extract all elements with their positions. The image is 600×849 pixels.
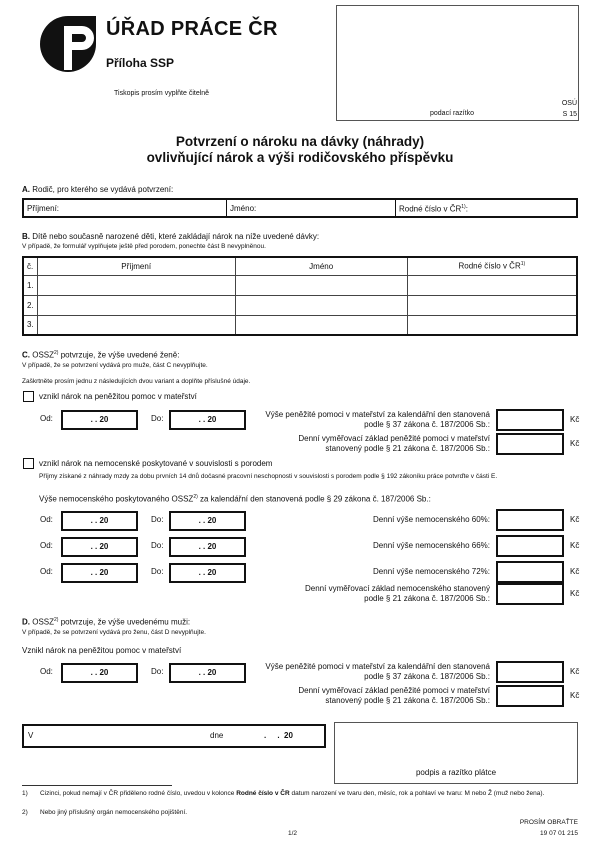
footnote-1: Cizinci, pokud nemají v ČR přiděleno rodné číslo, uvedou v kolonce Rodné číslo v ČR datum narození ve tvaru den, měsíc, rok a pohlaví ve tvaru: M nebo Ž (muž nebo žena). — [40, 790, 545, 797]
sickness-rate-60-field[interactable] — [496, 509, 564, 531]
to-label: Do: — [151, 667, 164, 676]
sickness-base-field[interactable] — [496, 583, 564, 605]
title-line-2: ovlivňující nárok a výši rodičovského příspěvku — [146, 150, 454, 165]
section-c-note: V případě, že se potvrzení vydává pro muže, část C nevyplňujte. — [22, 362, 208, 369]
to-label: Do: — [151, 567, 164, 576]
currency-label: Kč — [570, 515, 580, 524]
child-firstname-cell[interactable] — [235, 295, 407, 315]
maternity-option-label: vznikl nárok na peněžitou pomoc v mateřství — [39, 392, 197, 401]
from-label: Od: — [40, 541, 53, 550]
section-d-claim: Vznikl nárok na peněžitou pomoc v mateřství — [22, 646, 182, 655]
section-a-heading: A. Rodič, pro kterého se vydává potvrzení: — [22, 185, 174, 194]
sickness-checkbox[interactable] — [23, 458, 34, 469]
child-firstname-cell[interactable] — [235, 275, 407, 295]
footnote-1-mark: 1) — [22, 790, 28, 797]
maternity-base-label: Denní vyměřovací základ peněžité pomoci v mateřství stanovený podle § 21 zákona č. 187/2006 Sb.: — [298, 434, 490, 453]
sickness-to-date-1[interactable]: . . 20 — [169, 511, 246, 531]
sickness-from-date-1[interactable]: . . 20 — [61, 511, 138, 531]
filing-stamp-label: podací razítko — [430, 110, 474, 117]
annex-label: Příloha SSP — [106, 56, 175, 70]
sickness-rate-66-label: Denní výše nemocenského 66%: — [373, 541, 490, 550]
sickness-base-label: Denní vyměřovací základ nemocenského stanovený podle § 21 zákona č. 187/2006 Sb.: — [305, 584, 490, 603]
birth-number-label: Rodné číslo v ČR — [399, 204, 462, 214]
filing-stamp-box[interactable] — [336, 5, 579, 121]
readable-note: Tiskopis prosím vyplňte čitelně — [114, 90, 210, 97]
sickness-rate-72-label: Denní výše nemocenského 72%: — [373, 567, 490, 576]
currency-label: Kč — [570, 541, 580, 550]
child-surname-cell[interactable] — [37, 315, 235, 335]
sickness-note: Příjmy získané z náhrady mzdy za dobu prvních 14 dnů dočasné pracovní neschopnosti v souvislosti s porodem podle § 192 zákoníku práce potvrďte v části E. — [39, 473, 498, 480]
form-title — [0, 134, 600, 166]
to-label: Do: — [151, 541, 164, 550]
sickness-from-date-3[interactable]: . . 20 — [61, 563, 138, 583]
section-b-heading: B. Dítě nebo současně narozené děti, které zakládají nárok na níže uvedené dávky: — [22, 232, 320, 241]
sickness-rate-60-label: Denní výše nemocenského 60%: — [373, 515, 490, 524]
turn-over-note: PROSÍM OBRAŤTE — [519, 819, 578, 826]
sickness-to-date-2[interactable]: . . 20 — [169, 537, 246, 557]
to-label: Do: — [151, 515, 164, 524]
from-label: Od: — [40, 567, 53, 576]
maternity-from-date[interactable]: . . 20 — [61, 410, 138, 430]
org-name: ÚŘAD PRÁCE ČR — [106, 18, 278, 40]
sickness-option-label: vznikl nárok na nemocenské poskytované v souvislosti s porodem — [39, 459, 273, 468]
form-code-label: S 15 — [562, 111, 577, 118]
footnote-2-mark: 2) — [22, 809, 28, 816]
parent-birth-number-field[interactable] — [399, 204, 468, 214]
maternity-amount-field[interactable] — [496, 409, 564, 431]
currency-label: Kč — [570, 415, 580, 424]
title-line-1: Potvrzení o nároku na dávky (náhrady) — [175, 134, 425, 149]
parent-fields — [22, 198, 578, 218]
date-mask: . . 20 — [264, 731, 293, 740]
father-amount-label: Výše peněžité pomoci v mateřství za kalendářní den stanovená podle § 37 zákona č. 187/2006 Sb.: — [265, 662, 490, 681]
choose-note: Zaškrtněte prosím jednu z následujících dvou variant a doplňte příslušné údaje. — [22, 378, 251, 385]
signature-label: podpis a razítko plátce — [415, 768, 497, 777]
table-row — [23, 315, 577, 335]
father-from-date[interactable]: . . 20 — [61, 663, 138, 683]
osu-label: OSÚ — [561, 100, 577, 107]
sickness-from-date-2[interactable]: . . 20 — [61, 537, 138, 557]
maternity-to-date[interactable]: . . 20 — [169, 410, 246, 430]
children-table — [22, 256, 578, 336]
section-c-heading: C. OSSZ$^{2)}$ potvrzuje, že výše uvedené ženě: — [22, 350, 180, 360]
father-amount-field[interactable] — [496, 661, 564, 683]
form-code — [555, 98, 577, 120]
maternity-amount-label: Výše peněžité pomoci v mateřství za kalendářní den stanovená podle § 37 zákona č. 187/2006 Sb.: — [265, 410, 490, 429]
father-base-field[interactable] — [496, 685, 564, 707]
child-birth-number-cell[interactable] — [407, 275, 577, 295]
parent-firstname-field[interactable]: Jméno: — [230, 204, 257, 213]
sickness-rate-66-field[interactable] — [496, 535, 564, 557]
footnote-divider — [22, 785, 172, 786]
table-row — [23, 275, 577, 295]
currency-label: Kč — [570, 691, 580, 700]
child-birth-number-cell[interactable] — [407, 295, 577, 315]
page-number: 1/2 — [288, 830, 298, 837]
col-no: č. — [23, 257, 37, 275]
date-label: dne — [210, 731, 224, 740]
child-surname-cell[interactable] — [37, 295, 235, 315]
table-row — [23, 295, 577, 315]
col-birth-number: Rodné číslo v ČR$^{1)}$ — [407, 257, 577, 275]
child-birth-number-cell[interactable] — [407, 315, 577, 335]
parent-surname-field[interactable]: Příjmení: — [27, 204, 60, 213]
maternity-checkbox[interactable] — [23, 391, 34, 402]
from-label: Od: — [40, 414, 53, 423]
footnote-ref: 1) — [461, 204, 466, 210]
currency-label: Kč — [570, 439, 580, 448]
section-d-note: V případě, že se potvrzení vydává pro ženu, část D nevyplňujte. — [22, 629, 206, 636]
section-d-heading: D. OSSZ$^{2)}$ potvrzuje, že výše uvedenému muži: — [22, 617, 191, 627]
row-number: 1. — [23, 275, 37, 295]
row-number: 2. — [23, 295, 37, 315]
sickness-rate-72-field[interactable] — [496, 561, 564, 583]
footnote-2: Nebo jiný příslušný orgán nemocenského pojištění. — [40, 809, 188, 816]
from-label: Od: — [40, 515, 53, 524]
maternity-base-field[interactable] — [496, 433, 564, 455]
father-to-date[interactable]: . . 20 — [169, 663, 246, 683]
father-base-label: Denní vyměřovací základ peněžité pomoci v mateřství stanovený podle § 21 zákona č. 187/2006 Sb.: — [298, 686, 490, 705]
child-surname-cell[interactable] — [37, 275, 235, 295]
from-label: Od: — [40, 667, 53, 676]
currency-label: Kč — [570, 589, 580, 598]
sickness-heading: Výše nemocenského poskytovaného OSSZ$^{2)}$ za kalendářní den stanovená podle § 29 zákona č. 187/2006 Sb.: — [39, 494, 431, 504]
place-label: V — [28, 731, 34, 740]
col-firstname: Jméno — [235, 257, 407, 275]
sickness-to-date-3[interactable]: . . 20 — [169, 563, 246, 583]
urad-prace-logo — [38, 14, 98, 74]
form-number: 19 07 01 215 — [540, 830, 578, 837]
colon: : — [465, 204, 468, 214]
currency-label: Kč — [570, 567, 580, 576]
to-label: Do: — [151, 414, 164, 423]
place-date-field[interactable] — [22, 724, 326, 748]
currency-label: Kč — [570, 667, 580, 676]
col-surname: Příjmení — [37, 257, 235, 275]
child-firstname-cell[interactable] — [235, 315, 407, 335]
row-number: 3. — [23, 315, 37, 335]
section-b-note: V případě, že formulář vyplňujete ještě před porodem, ponechte část B nevyplněnou. — [22, 243, 266, 250]
